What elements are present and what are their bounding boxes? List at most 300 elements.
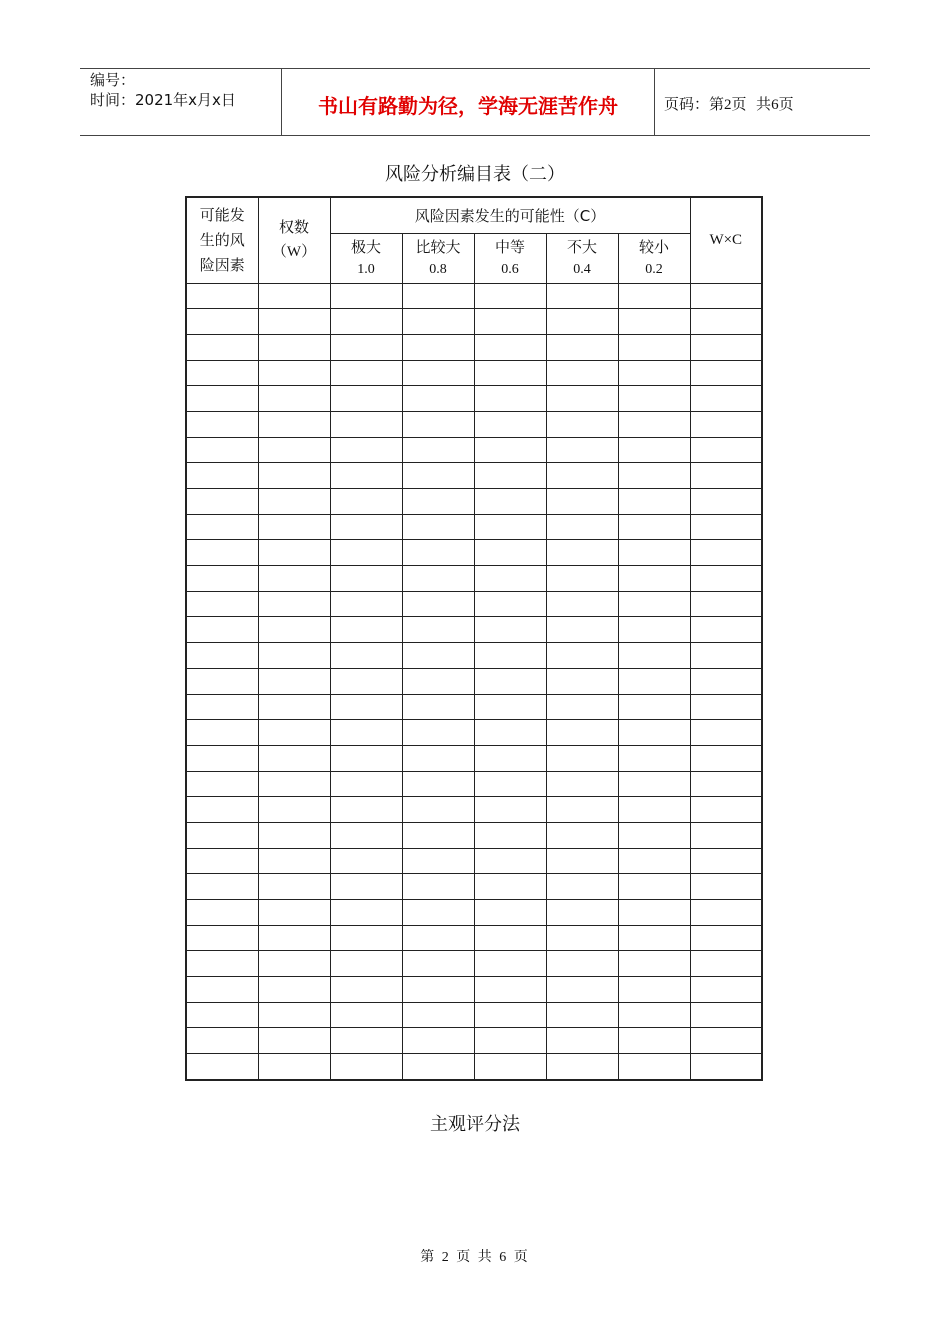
table-cell	[690, 951, 762, 977]
table-cell	[690, 720, 762, 746]
table-cell	[474, 514, 546, 540]
table-cell	[690, 283, 762, 309]
table-cell	[330, 643, 402, 669]
table-cell	[186, 771, 258, 797]
table-cell	[690, 617, 762, 643]
table-cell	[258, 874, 330, 900]
table-cell	[690, 1002, 762, 1028]
table-row	[186, 668, 762, 694]
table-cell	[618, 1028, 690, 1054]
table-cell	[186, 411, 258, 437]
table-cell	[258, 720, 330, 746]
table-cell	[330, 900, 402, 926]
header-likelihood-group: 风险因素发生的可能性（C）	[330, 197, 690, 233]
table-cell	[402, 489, 474, 515]
table-cell	[186, 643, 258, 669]
table-cell	[546, 463, 618, 489]
table-cell	[474, 874, 546, 900]
table-cell	[330, 720, 402, 746]
table-cell	[690, 411, 762, 437]
level-cell	[474, 233, 546, 283]
table-cell	[186, 668, 258, 694]
table-cell	[186, 1002, 258, 1028]
table-cell	[546, 745, 618, 771]
table-cell	[186, 617, 258, 643]
table-cell	[258, 668, 330, 694]
table-cell	[690, 822, 762, 848]
table-cell	[186, 334, 258, 360]
table-cell	[402, 668, 474, 694]
table-row	[186, 334, 762, 360]
table-cell	[690, 437, 762, 463]
table-cell	[258, 489, 330, 515]
table-cell	[618, 643, 690, 669]
table-cell	[186, 925, 258, 951]
level-cell	[546, 233, 618, 283]
table-cell	[186, 874, 258, 900]
table-cell	[546, 643, 618, 669]
table-cell	[402, 874, 474, 900]
table-cell	[330, 797, 402, 823]
table-cell	[618, 977, 690, 1003]
table-cell	[618, 283, 690, 309]
table-cell	[258, 848, 330, 874]
table-cell	[690, 386, 762, 412]
level-cell	[618, 233, 690, 283]
table-row	[186, 566, 762, 592]
table-cell	[474, 720, 546, 746]
table-cell	[402, 1054, 474, 1080]
table-cell	[330, 540, 402, 566]
table-cell	[546, 591, 618, 617]
table-cell	[402, 977, 474, 1003]
table-cell	[690, 668, 762, 694]
table-cell	[690, 591, 762, 617]
table-cell	[474, 822, 546, 848]
table-cell	[618, 925, 690, 951]
table-cell	[330, 617, 402, 643]
risk-analysis-table	[185, 196, 763, 1081]
page-total: 6	[771, 97, 779, 113]
page-footer	[0, 1246, 950, 1266]
page-mid: 页 共	[731, 95, 772, 113]
table-row	[186, 489, 762, 515]
table-row	[186, 514, 762, 540]
table-row	[186, 745, 762, 771]
table-cell	[474, 848, 546, 874]
table-cell	[402, 386, 474, 412]
table-cell	[186, 951, 258, 977]
table-cell	[690, 900, 762, 926]
table-row	[186, 437, 762, 463]
table-cell	[690, 463, 762, 489]
footer-total: 6	[499, 1250, 509, 1265]
table-cell	[186, 591, 258, 617]
table-cell	[402, 540, 474, 566]
table-cell	[402, 411, 474, 437]
table-cell	[546, 566, 618, 592]
table-cell	[258, 771, 330, 797]
table-cell	[546, 668, 618, 694]
header-divider-2	[654, 68, 655, 135]
table-cell	[618, 540, 690, 566]
header-bottom-rule	[80, 135, 870, 136]
table-cell	[258, 514, 330, 540]
table-row	[186, 1028, 762, 1054]
table-cell	[402, 334, 474, 360]
table-cell	[546, 411, 618, 437]
table-cell	[186, 822, 258, 848]
table-cell	[618, 720, 690, 746]
table-cell	[330, 951, 402, 977]
table-cell	[330, 489, 402, 515]
table-cell	[618, 900, 690, 926]
table-cell	[474, 1054, 546, 1080]
table-cell	[546, 977, 618, 1003]
level-label: 中等	[494, 238, 525, 256]
level-label: 极大	[350, 238, 381, 256]
table-cell	[402, 900, 474, 926]
table-row	[186, 977, 762, 1003]
table-cell	[402, 514, 474, 540]
table-cell	[618, 591, 690, 617]
table-cell	[402, 797, 474, 823]
header-top-rule	[80, 68, 870, 69]
table-cell	[186, 309, 258, 335]
table-cell	[474, 694, 546, 720]
table-cell	[186, 360, 258, 386]
table-cell	[402, 566, 474, 592]
table-cell	[258, 540, 330, 566]
table-row	[186, 386, 762, 412]
table-cell	[690, 977, 762, 1003]
table-cell	[618, 514, 690, 540]
table-cell	[258, 745, 330, 771]
table-cell	[474, 951, 546, 977]
table-cell	[618, 1002, 690, 1028]
table-cell	[258, 411, 330, 437]
table-cell	[402, 591, 474, 617]
table-cell	[402, 463, 474, 489]
table-cell	[186, 977, 258, 1003]
table-cell	[186, 437, 258, 463]
table-cell	[330, 360, 402, 386]
level-label: 不大	[566, 238, 597, 256]
table-cell	[474, 309, 546, 335]
table-cell	[690, 874, 762, 900]
table-row	[186, 283, 762, 309]
table-cell	[546, 360, 618, 386]
header-weight-line2: （W）	[271, 244, 317, 261]
table-cell	[690, 771, 762, 797]
table-cell	[618, 797, 690, 823]
table-cell	[258, 334, 330, 360]
table-cell	[402, 309, 474, 335]
table-cell	[402, 1002, 474, 1028]
table-cell	[330, 411, 402, 437]
table-cell	[258, 643, 330, 669]
table-cell	[186, 694, 258, 720]
level-cell	[402, 233, 474, 283]
table-cell	[618, 489, 690, 515]
table-cell	[690, 1028, 762, 1054]
table-cell	[618, 411, 690, 437]
section-subtitle: 主观评分法	[430, 1114, 520, 1135]
table-cell	[546, 1002, 618, 1028]
table-cell	[690, 925, 762, 951]
page-current: 2	[724, 97, 732, 113]
table-cell	[690, 334, 762, 360]
table-cell	[546, 334, 618, 360]
table-cell	[258, 925, 330, 951]
table-cell	[618, 848, 690, 874]
table-cell	[474, 1028, 546, 1054]
table-cell	[330, 283, 402, 309]
table-cell	[402, 1028, 474, 1054]
table-cell	[546, 771, 618, 797]
table-row	[186, 540, 762, 566]
table-cell	[474, 360, 546, 386]
table-cell	[402, 720, 474, 746]
table-row	[186, 1054, 762, 1080]
table-cell	[690, 489, 762, 515]
level-value: 0.6	[501, 262, 519, 277]
table-row	[186, 925, 762, 951]
table-cell	[330, 848, 402, 874]
table-cell	[330, 1028, 402, 1054]
table-cell	[546, 617, 618, 643]
table-cell	[258, 1054, 330, 1080]
table-row	[186, 694, 762, 720]
table-cell	[402, 437, 474, 463]
level-value: 0.8	[429, 262, 447, 277]
table-cell	[618, 951, 690, 977]
table-cell	[402, 771, 474, 797]
level-label: 较小	[638, 238, 669, 256]
table-cell	[330, 437, 402, 463]
table-cell	[474, 489, 546, 515]
table-cell	[618, 617, 690, 643]
table-row	[186, 900, 762, 926]
table-cell	[330, 745, 402, 771]
table-cell	[258, 694, 330, 720]
table-cell	[330, 977, 402, 1003]
table-cell	[258, 797, 330, 823]
table-cell	[546, 694, 618, 720]
table-cell	[690, 1054, 762, 1080]
table-cell	[546, 540, 618, 566]
table-cell	[546, 489, 618, 515]
table-cell	[402, 822, 474, 848]
table-cell	[618, 822, 690, 848]
level-value: 1.0	[357, 262, 375, 277]
table-cell	[546, 1028, 618, 1054]
footer-mid: 页 共	[456, 1250, 494, 1265]
table-cell	[546, 797, 618, 823]
table-cell	[474, 540, 546, 566]
table-cell	[186, 540, 258, 566]
table-cell	[618, 694, 690, 720]
table-cell	[474, 437, 546, 463]
table-cell	[690, 309, 762, 335]
table-cell	[618, 874, 690, 900]
table-cell	[330, 1002, 402, 1028]
table-cell	[186, 514, 258, 540]
header-page-indicator	[664, 93, 794, 114]
table-cell	[474, 925, 546, 951]
table-cell	[402, 283, 474, 309]
table-cell	[546, 283, 618, 309]
footer-prefix: 第	[420, 1250, 437, 1265]
table-cell	[546, 900, 618, 926]
table-cell	[402, 925, 474, 951]
table-cell	[690, 540, 762, 566]
header-risk-factor	[186, 197, 258, 283]
table-cell	[258, 951, 330, 977]
table-row	[186, 771, 762, 797]
table-cell	[690, 360, 762, 386]
table-cell	[474, 745, 546, 771]
table-cell	[330, 386, 402, 412]
table-cell	[546, 437, 618, 463]
table-row	[186, 643, 762, 669]
table-cell	[474, 334, 546, 360]
table-cell	[330, 668, 402, 694]
table-cell	[330, 925, 402, 951]
table-cell	[474, 643, 546, 669]
table-cell	[258, 566, 330, 592]
table-row	[186, 1002, 762, 1028]
header-motto: 书山有路勤为径，学海无涯苦作舟	[318, 94, 618, 118]
level-value: 0.4	[573, 262, 591, 277]
table-cell	[618, 386, 690, 412]
table-cell	[258, 283, 330, 309]
page-prefix: 页码：第	[664, 95, 725, 113]
table-row	[186, 591, 762, 617]
table-cell	[402, 643, 474, 669]
table-cell	[474, 977, 546, 1003]
table-cell	[618, 309, 690, 335]
table-cell	[330, 566, 402, 592]
table-cell	[690, 797, 762, 823]
table-cell	[474, 771, 546, 797]
table-cell	[546, 514, 618, 540]
table-cell	[330, 1054, 402, 1080]
table-cell	[258, 591, 330, 617]
table-row	[186, 411, 762, 437]
table-cell	[546, 720, 618, 746]
table-cell	[258, 437, 330, 463]
table-cell	[546, 386, 618, 412]
table-cell	[474, 617, 546, 643]
document-time: 时间：2021年x月x日	[90, 91, 236, 109]
table-cell	[258, 386, 330, 412]
table-cell	[186, 848, 258, 874]
table-cell	[402, 360, 474, 386]
page-title: 风险分析编目表（二）	[385, 164, 565, 185]
table-cell	[258, 977, 330, 1003]
table-cell	[186, 283, 258, 309]
table-row	[186, 720, 762, 746]
table-cell	[402, 848, 474, 874]
header-weight-line1: 权数	[278, 218, 309, 237]
document-number-label: 编号：	[90, 71, 136, 89]
table-cell	[618, 1054, 690, 1080]
table-cell	[258, 1028, 330, 1054]
table-cell	[402, 694, 474, 720]
table-cell	[690, 643, 762, 669]
table-cell	[186, 566, 258, 592]
header-risk-factor-line1: 可能发	[199, 205, 245, 224]
table-cell	[186, 463, 258, 489]
table-cell	[330, 694, 402, 720]
table-cell	[546, 822, 618, 848]
table-cell	[690, 566, 762, 592]
table-cell	[474, 797, 546, 823]
table-cell	[258, 463, 330, 489]
table-cell	[474, 591, 546, 617]
table-cell	[690, 514, 762, 540]
table-cell	[258, 822, 330, 848]
table-cell	[186, 1054, 258, 1080]
table-cell	[402, 951, 474, 977]
table-cell	[186, 489, 258, 515]
table-row	[186, 951, 762, 977]
table-cell	[474, 386, 546, 412]
header-weight	[258, 197, 330, 283]
table-cell	[186, 720, 258, 746]
table-cell	[402, 617, 474, 643]
footer-suffix: 页	[513, 1250, 530, 1265]
table-cell	[330, 591, 402, 617]
page-suffix: 页	[778, 95, 794, 113]
table-cell	[258, 360, 330, 386]
table-cell	[330, 514, 402, 540]
table-cell	[330, 334, 402, 360]
table-cell	[330, 874, 402, 900]
table-row	[186, 463, 762, 489]
table-row	[186, 874, 762, 900]
table-row	[186, 797, 762, 823]
table-cell	[330, 822, 402, 848]
table-cell	[690, 745, 762, 771]
table-cell	[618, 771, 690, 797]
table-row	[186, 617, 762, 643]
footer-current: 2	[441, 1250, 451, 1265]
header-risk-factor-line3: 险因素	[199, 255, 245, 274]
table-cell	[330, 309, 402, 335]
table-cell	[330, 463, 402, 489]
header-meta	[90, 70, 236, 110]
table-cell	[690, 848, 762, 874]
level-value: 0.2	[645, 262, 663, 277]
table-cell	[618, 745, 690, 771]
table-cell	[618, 668, 690, 694]
table-cell	[330, 771, 402, 797]
table-cell	[474, 283, 546, 309]
table-cell	[258, 309, 330, 335]
table-cell	[474, 1002, 546, 1028]
table-cell	[618, 463, 690, 489]
table-cell	[618, 566, 690, 592]
table-cell	[546, 1054, 618, 1080]
table-row	[186, 848, 762, 874]
table-cell	[258, 1002, 330, 1028]
table-cell	[546, 309, 618, 335]
level-cell	[330, 233, 402, 283]
table-cell	[546, 848, 618, 874]
table-cell	[474, 900, 546, 926]
